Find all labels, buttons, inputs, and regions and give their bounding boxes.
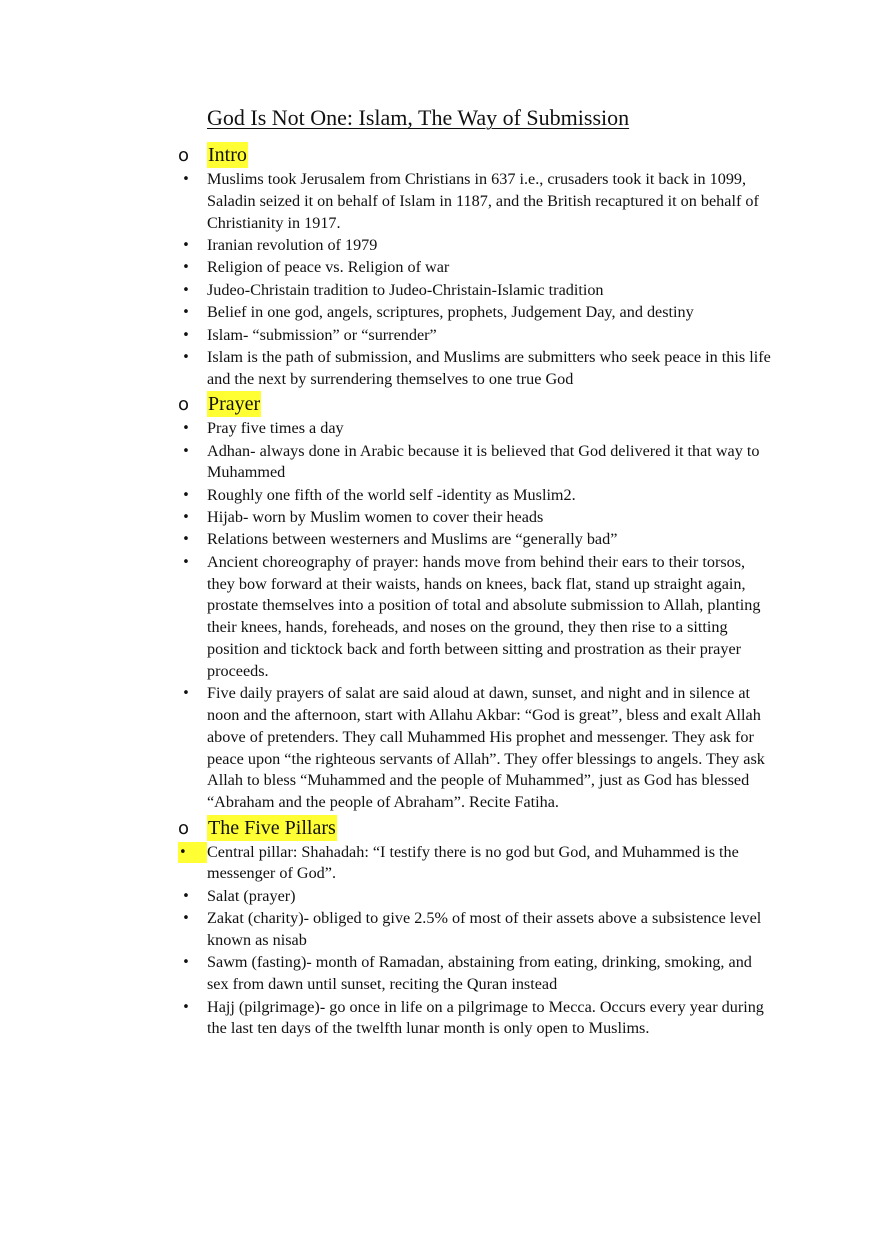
list-item-text: Pray five times a day bbox=[207, 419, 344, 438]
section-heading bbox=[0, 142, 880, 169]
bullet-icon: • bbox=[182, 305, 190, 321]
bullet-icon: • bbox=[182, 888, 190, 904]
list-item bbox=[0, 302, 774, 324]
list-item-text: Hajj (pilgrimage)- go once in life on a pilgrimage to Mecca. Occurs every year during the last ten days of the twelfth lunar month is only open to Muslims. bbox=[207, 997, 764, 1038]
bullet-icon: • bbox=[182, 686, 190, 702]
bullet-icon: • bbox=[182, 510, 190, 526]
list-item bbox=[0, 347, 774, 391]
list-item-text: Roughly one fifth of the world self -identity as Muslim2. bbox=[207, 485, 576, 504]
bullet-icon: • bbox=[182, 911, 190, 927]
list-item-text: Adhan- always done in Arabic because it is believed that God delivered it that way to Muhammed bbox=[207, 441, 760, 482]
list-item bbox=[0, 529, 774, 551]
section-heading bbox=[0, 391, 880, 418]
list-item bbox=[0, 842, 774, 886]
bullet-icon: • bbox=[182, 955, 190, 971]
bullet-icon: • bbox=[182, 487, 190, 503]
list-item-text: Ancient choreography of prayer: hands move from behind their ears to their torsos, they bow forward at their waists, hands on knees, back flat, stand up straight again, prostate themselves into a position of total and absolute submission to Allah, planting their knees, hands, foreheads, and noses on the ground, they then rise to a sitting position and ticktock back and forth between sitting and prostration as their prayer proceeds. bbox=[207, 552, 761, 680]
bullet-icon: • bbox=[182, 237, 190, 253]
bullet-icon: • bbox=[182, 554, 190, 570]
list-item-text: Iranian revolution of 1979 bbox=[207, 235, 378, 254]
list-item-text: Hijab- worn by Muslim women to cover their heads bbox=[207, 508, 544, 527]
list-item-text: Salat (prayer) bbox=[207, 886, 296, 905]
section-heading-label: Prayer bbox=[208, 393, 261, 416]
list-item-text: Religion of peace vs. Religion of war bbox=[207, 258, 450, 277]
bullet-list bbox=[0, 418, 880, 814]
list-item-text: Judeo-Christain tradition to Judeo-Christain-Islamic tradition bbox=[207, 280, 604, 299]
bullet-icon: • bbox=[182, 443, 190, 459]
bullet-icon: • bbox=[182, 421, 190, 437]
section-five-pillars bbox=[0, 815, 880, 1041]
section-prayer bbox=[0, 391, 880, 814]
list-item bbox=[0, 235, 774, 257]
section-heading bbox=[0, 815, 880, 842]
list-item-text: Muslims took Jerusalem from Christians in 637 i.e., crusaders took it back in 1099, Saladin seized it on behalf of Islam in 1187, and the British recaptured it on behalf of Christianity in 1917. bbox=[207, 170, 759, 232]
list-item bbox=[0, 257, 774, 279]
document-title: God Is Not One: Islam, The Way of Submission bbox=[207, 105, 630, 130]
list-item bbox=[0, 280, 774, 302]
bullet-icon: • bbox=[182, 282, 190, 298]
section-intro bbox=[0, 142, 880, 391]
list-item bbox=[0, 325, 774, 347]
list-item-text: Islam is the path of submission, and Muslims are submitters who seek peace in this life and the next by surrendering themselves to one true God bbox=[207, 347, 771, 388]
bullet-icon: • bbox=[182, 260, 190, 276]
hollow-circle-bullet-icon: o bbox=[178, 145, 190, 166]
list-item bbox=[0, 418, 774, 440]
bullet-icon: • bbox=[182, 999, 190, 1015]
list-item-text: Relations between westerners and Muslims are “generally bad” bbox=[207, 530, 618, 549]
list-item-text: Islam- “submission” or “surrender” bbox=[207, 325, 437, 344]
list-item bbox=[0, 485, 774, 507]
hollow-circle-bullet-icon: o bbox=[178, 817, 190, 839]
list-item bbox=[0, 952, 774, 996]
list-item bbox=[0, 908, 774, 952]
list-item bbox=[0, 169, 774, 234]
hollow-circle-bullet-icon: o bbox=[178, 394, 190, 416]
list-item-text: Central pillar: Shahadah: “I testify there is no god but God, and Muhammed is the messenger of God”. bbox=[207, 842, 739, 883]
list-item-text: Belief in one god, angels, scriptures, prophets, Judgement Day, and destiny bbox=[207, 303, 694, 322]
bullet-icon: • bbox=[178, 842, 207, 864]
list-item-text: Sawm (fasting)- month of Ramadan, abstaining from eating, drinking, smoking, and sex from dawn until sunset, reciting the Quran instead bbox=[207, 953, 752, 994]
list-item bbox=[0, 683, 774, 814]
bullet-icon: • bbox=[182, 349, 190, 365]
bullet-icon: • bbox=[182, 172, 190, 187]
document-body bbox=[0, 142, 880, 1041]
bullet-list bbox=[0, 842, 880, 1041]
list-item bbox=[0, 886, 774, 908]
section-heading-label: Intro bbox=[208, 144, 247, 166]
list-item bbox=[0, 507, 774, 529]
bullet-icon: • bbox=[182, 532, 190, 548]
section-heading-label: The Five Pillars bbox=[208, 816, 336, 839]
bullet-list bbox=[0, 169, 880, 391]
list-item bbox=[0, 997, 774, 1041]
list-item-text: Zakat (charity)- obliged to give 2.5% of most of their assets above a subsistence level known as nisab bbox=[207, 909, 762, 949]
bullet-icon: • bbox=[182, 327, 190, 343]
list-item bbox=[0, 441, 774, 485]
list-item-text: Five daily prayers of salat are said aloud at dawn, sunset, and night and in silence at noon and the afternoon, start with Allahu Akbar: “God is great”, bless and exalt Allah above of pretenders. They call Muhammed His prophet and messenger. They ask for peace upon “the righteous servants of Allah”. They offer blessings to angels. They ask Allah to bless “Muhammed and the people of Muhammed”, just as God has blessed “Abraham and the people of Abraham”. Recite Fatiha. bbox=[207, 684, 765, 812]
list-item bbox=[0, 552, 774, 683]
